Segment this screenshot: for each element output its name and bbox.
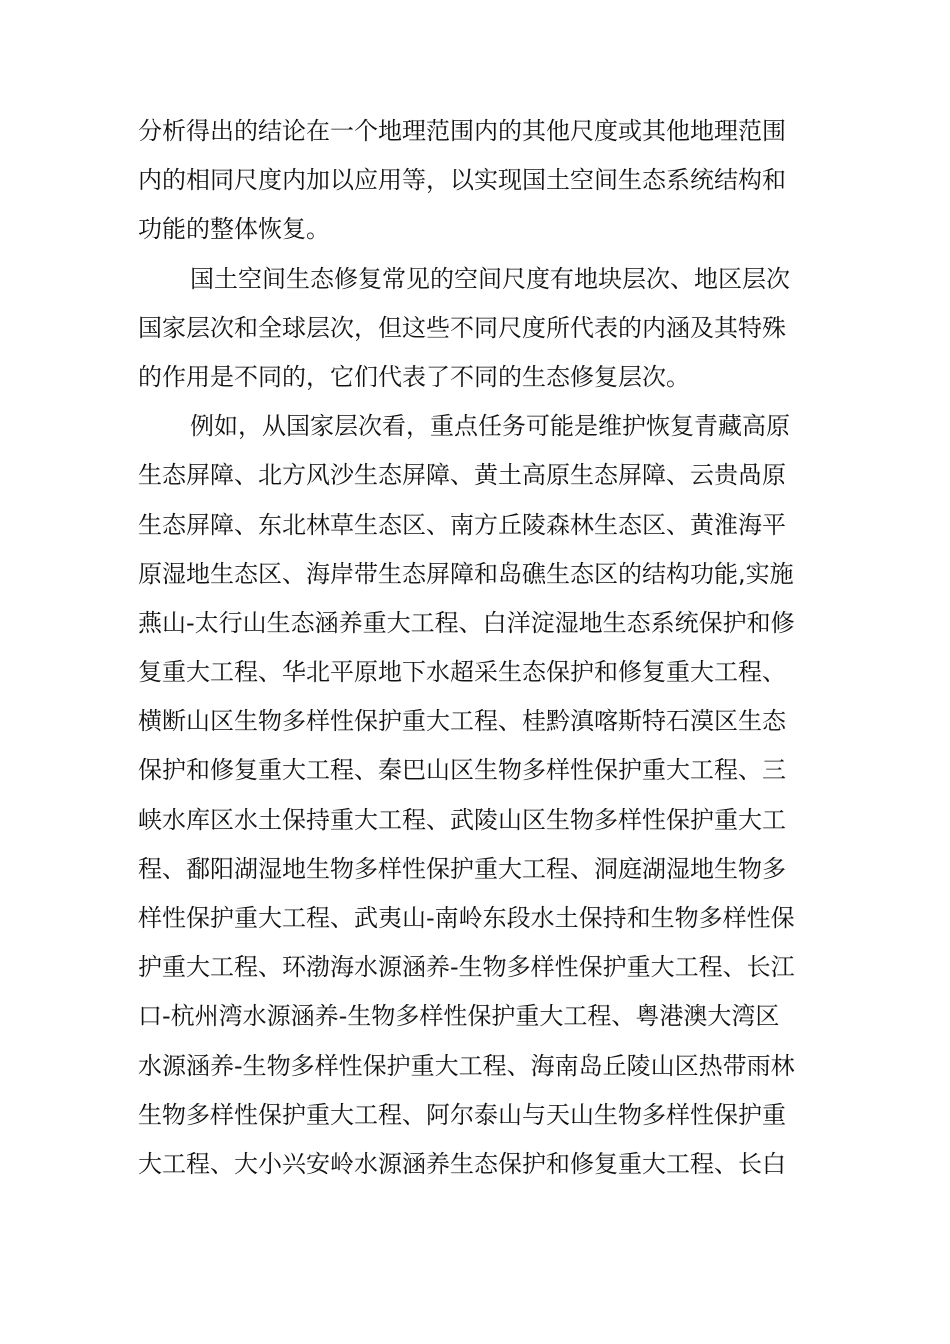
text-line: 燕山-太行山生态涵养重大工程、白洋淀湿地生态系统保护和修 [138, 608, 795, 637]
text-line: 保护和修复重大工程、秦巴山区生物多样性保护重大工程、三 [138, 756, 786, 785]
text-line: 原湿地生态区、海岸带生态屏障和岛礁生态区的结构功能,实施 [138, 559, 794, 588]
text-line: 护重大工程、环渤海水源涵养-生物多样性保护重大工程、长江 [138, 953, 795, 982]
text-line: 横断山区生物多样性保护重大工程、桂黔滇喀斯特石漠区生态 [138, 707, 786, 736]
body-text [138, 107, 828, 1238]
paragraph-3 [138, 402, 828, 1238]
text-line: 口-杭州湾水源涵养-生物多样性保护重大工程、粤港澳大湾区 [138, 1002, 780, 1031]
text-line: 分析得出的结论在一个地理范围内的其他尺度或其他地理范围 [138, 117, 786, 145]
paragraph-2 [138, 255, 828, 403]
paragraph-1 [138, 107, 828, 255]
text-line: 国土空间生态修复常见的空间尺度有地块层次、地区层次 [190, 264, 790, 293]
text-line: 生态屏障、北方风沙生态屏障、黄土高原生态屏障、云贵咼原 [138, 461, 786, 490]
text-line: 样性保护重大工程、武夷山-南岭东段水土保持和生物多样性保 [138, 904, 795, 932]
text-line: 生物多样性保护重大工程、阿尔泰山与天山生物多样性保护重 [138, 1100, 786, 1129]
text-line: 国家层次和全球层次，但这些不同尺度所代表的内涵及其特殊 [138, 313, 786, 342]
text-line [138, 1189, 828, 1238]
text-line: 峡水库区水土保持重大工程、武陵山区生物多样性保护重大工 [138, 805, 786, 834]
text-line: 大工程、大小兴安岭水源涵养生态保护和修复重大工程、长白 [138, 1149, 786, 1178]
text-line: 的作用是不同的，它们代表了不同的生态修复层次。 [138, 362, 690, 391]
text-line: 生态屏障、东北林草生态区、南方丘陵森林生态区、黄淮海平 [138, 510, 786, 539]
text-line: 水源涵养-生物多样性保护重大工程、海南岛丘陵山区热带雨林 [138, 1051, 795, 1080]
text-line: 程、鄱阳湖湿地生物多样性保护重大工程、洞庭湖湿地生物多 [138, 854, 786, 883]
text-line: 复重大工程、华北平原地下水超采生态保护和修复重大工程、 [138, 658, 786, 687]
text-line: 功能的整体恢复。 [138, 215, 330, 244]
text-line: 内的相同尺度内加以应用等，以实现国土空间生态系统结构和 [138, 166, 786, 195]
text-line: 例如，从国家层次看，重点任务可能是维护恢复青藏高原 [190, 412, 790, 441]
